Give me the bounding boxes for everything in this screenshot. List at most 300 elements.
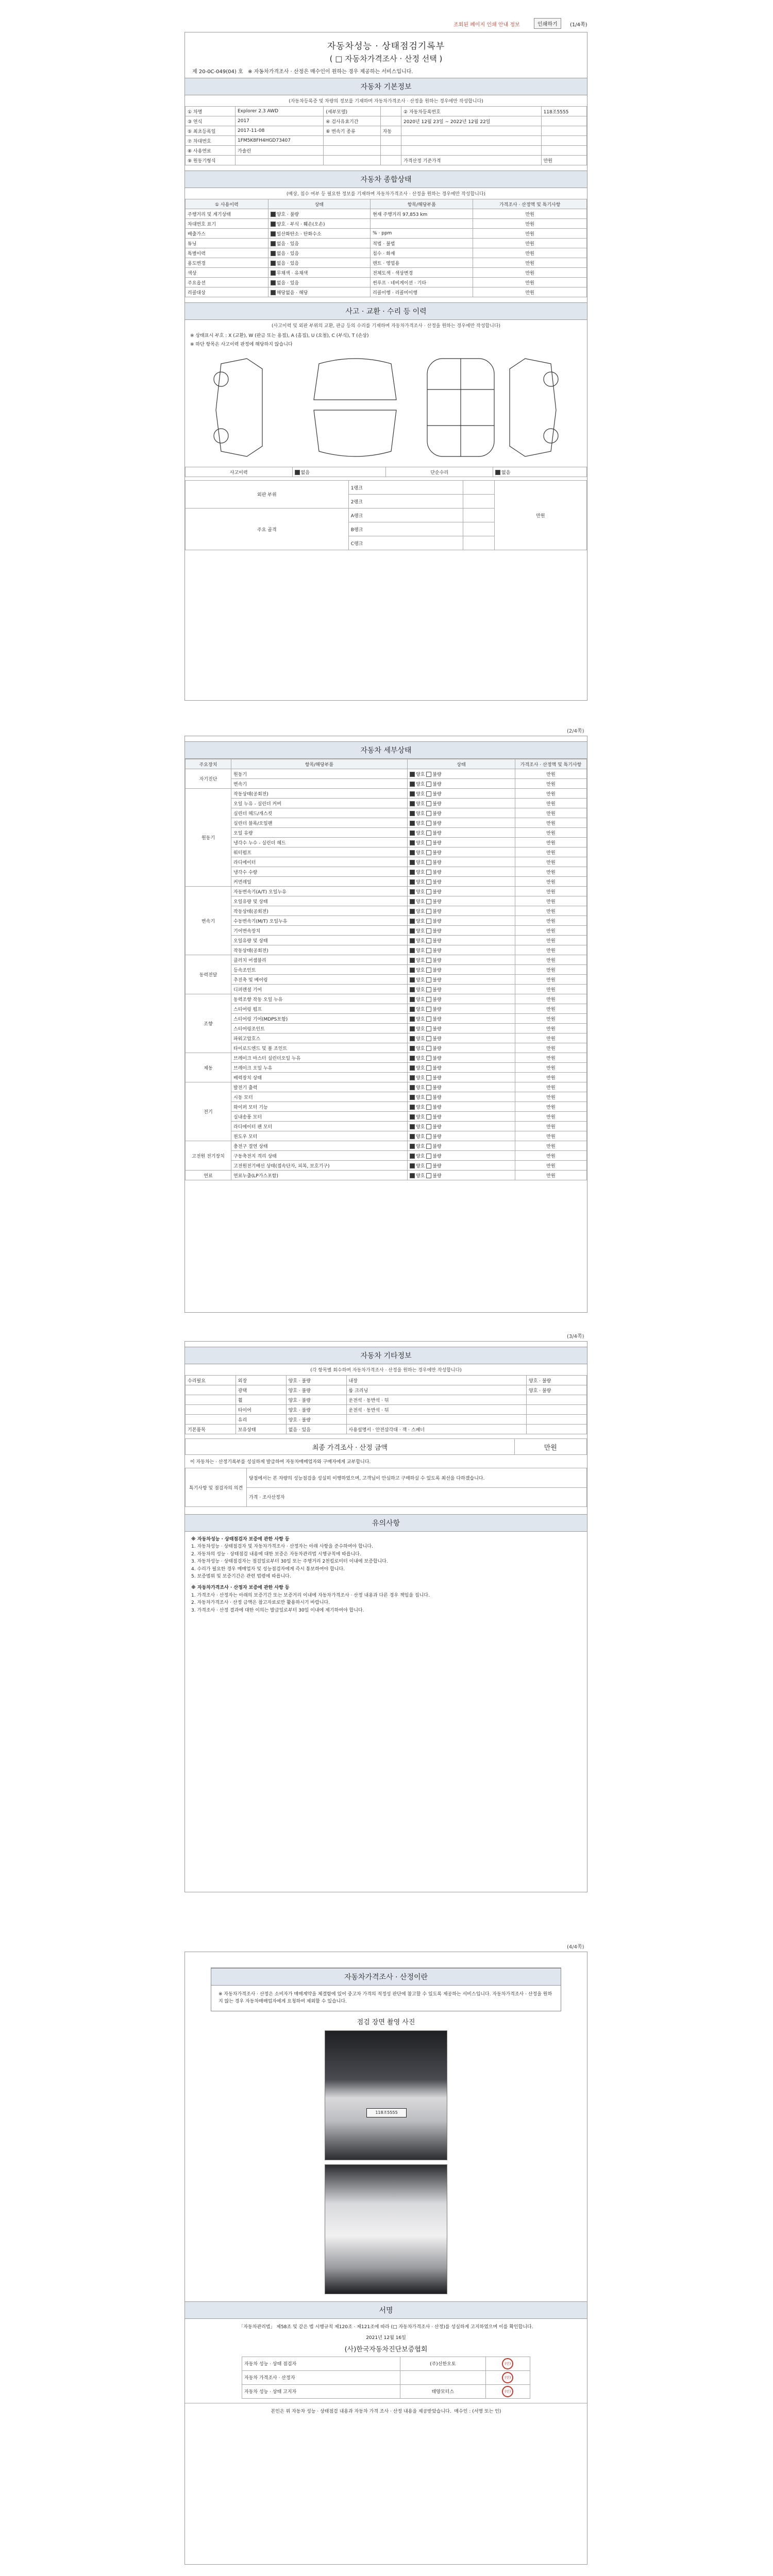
- status-good-text: 양호: [416, 860, 425, 866]
- rank-table: [185, 480, 587, 550]
- checkbox[interactable]: [410, 1016, 415, 1022]
- detail-item: 라디에이터 팬 모터: [231, 1122, 408, 1131]
- checkbox[interactable]: [426, 977, 431, 982]
- etc-cell: [527, 1405, 587, 1415]
- basic-cell: [401, 136, 542, 146]
- detail-status: [408, 818, 515, 828]
- status-good-text: 양호: [416, 1114, 425, 1120]
- checkbox[interactable]: [271, 212, 276, 217]
- detail-status: [408, 1043, 515, 1053]
- doc-notice: ※ 자동차가격조사 · 산정은 매수인이 원하는 경우 제공하는 서비스입니다.: [248, 69, 413, 75]
- detail-row: [186, 1053, 587, 1063]
- detail-row: [186, 1141, 587, 1151]
- checkbox[interactable]: [271, 222, 276, 227]
- etc-cell: 광택: [236, 1385, 286, 1395]
- etc-cell: 기본품목: [186, 1425, 236, 1434]
- checkbox[interactable]: [426, 801, 431, 806]
- status-good-text: 양호: [416, 889, 425, 895]
- car-diagram: [185, 348, 587, 467]
- checkbox[interactable]: [410, 831, 415, 836]
- checkbox[interactable]: [410, 1065, 415, 1071]
- etc-cell: [527, 1425, 587, 1434]
- checkbox[interactable]: [426, 772, 431, 777]
- detail-row: [186, 906, 587, 916]
- inspection-photo-rear: [325, 2164, 447, 2294]
- simple-label: 단순수리: [386, 467, 493, 477]
- checkbox[interactable]: [410, 850, 415, 855]
- checkbox[interactable]: [410, 782, 415, 787]
- basic-cell: ③ 연식: [186, 116, 236, 126]
- basic-cell: [380, 156, 401, 165]
- detail-amount: 만원: [515, 916, 587, 926]
- detail-group: 동력전달: [186, 955, 231, 994]
- etc-cell: 휠: [236, 1395, 286, 1405]
- overall-row: [186, 258, 587, 268]
- overall-row: [186, 278, 587, 287]
- checkbox[interactable]: [410, 1144, 415, 1149]
- etc-cell: [527, 1415, 587, 1425]
- page-4-number: (4/4쪽): [567, 1944, 584, 1950]
- status-good-text: 양호: [416, 821, 425, 826]
- checkbox[interactable]: [410, 791, 415, 796]
- checkbox[interactable]: [426, 1095, 431, 1100]
- detail-row: [186, 1043, 587, 1053]
- basic-cell: [380, 146, 401, 156]
- basic-cell: ⑥ 변속기 종류: [324, 126, 380, 136]
- status-bad-text: 불량: [432, 1134, 442, 1140]
- status-good-text: 양호: [416, 997, 425, 1003]
- status-good-text: 양호: [416, 1046, 425, 1052]
- status-good-text: 양호: [416, 968, 425, 973]
- checkbox[interactable]: [410, 1036, 415, 1041]
- receiver-text: [185, 2403, 587, 2418]
- basic-cell: 가솔린: [236, 146, 324, 156]
- detail-row: [186, 985, 587, 994]
- etc-cell: 운전석 · 동반석 · 뒤: [346, 1405, 527, 1415]
- checkbox[interactable]: [426, 1144, 431, 1149]
- status-good-text: 양호: [416, 928, 425, 934]
- basic-cell: [324, 146, 380, 156]
- consent-text: 이 자동차는 · 산정기록부를 성실하게 발급하여 자동차매매업자와 구매자에게 교부합니다.: [190, 1460, 371, 1465]
- detail-item: 추진축 및 베어링: [231, 975, 408, 985]
- checkbox[interactable]: [426, 1085, 431, 1090]
- detail-amount: 만원: [515, 1073, 587, 1082]
- etc-cell: [186, 1395, 236, 1405]
- checkbox[interactable]: [410, 977, 415, 982]
- overall-status-text: 일산화탄소 · 탄화수소: [276, 231, 322, 237]
- overall-amount: 만원: [473, 239, 587, 248]
- checkbox[interactable]: [426, 1163, 431, 1168]
- status-bad-text: 불량: [432, 968, 442, 973]
- checkbox[interactable]: [271, 270, 276, 276]
- detail-status: [408, 1161, 515, 1171]
- checkbox[interactable]: [410, 1075, 415, 1080]
- detail-status: [408, 1014, 515, 1024]
- overall-amount: 만원: [473, 258, 587, 268]
- detail-status: [408, 799, 515, 808]
- checkbox[interactable]: [410, 1154, 415, 1159]
- status-bad-text: 불량: [432, 1026, 442, 1032]
- etc-cell: [186, 1385, 236, 1395]
- detail-col-3: 상태: [408, 759, 515, 769]
- checkbox[interactable]: [410, 811, 415, 816]
- document-title: 자동차성능 · 상태점검기록부: [327, 41, 445, 52]
- detail-row: [186, 848, 587, 857]
- checkbox[interactable]: [410, 1007, 415, 1012]
- detail-status: [408, 1073, 515, 1082]
- detail-status: [408, 1082, 515, 1092]
- detail-status: [408, 1112, 515, 1122]
- checkbox[interactable]: [271, 231, 276, 236]
- checkbox[interactable]: [410, 987, 415, 992]
- checkbox[interactable]: [410, 1056, 415, 1061]
- detail-heading: 자동차 세부상태: [185, 741, 587, 759]
- basic-row: [186, 116, 587, 126]
- detail-item: 실내송풍 모터: [231, 1112, 408, 1122]
- overall-table: [185, 199, 587, 297]
- checkbox[interactable]: [410, 1114, 415, 1120]
- checkbox[interactable]: [410, 997, 415, 1002]
- checkbox[interactable]: [426, 1154, 431, 1159]
- basic-cell: ⑤ 최초등록일: [186, 126, 236, 136]
- overall-detail: 전체도색 · 색상변경: [371, 268, 473, 278]
- detail-item: 오일 누유 - 실린더 커버: [231, 799, 408, 808]
- status-good-text: 양호: [416, 1173, 425, 1179]
- final-price-label: 최종 가격조사 · 산정 금액: [186, 1439, 515, 1455]
- checkbox[interactable]: [410, 1173, 415, 1178]
- checkbox[interactable]: [426, 938, 431, 943]
- checkbox[interactable]: [410, 1105, 415, 1110]
- overall-col-4: 가격조사 · 산정액 및 특기사항: [473, 199, 587, 209]
- detail-status: [408, 877, 515, 887]
- detail-item: 스티어링 펌프: [231, 1004, 408, 1014]
- checkbox[interactable]: [410, 1095, 415, 1100]
- overall-status: [268, 239, 370, 248]
- checkbox[interactable]: [410, 1085, 415, 1090]
- checkbox[interactable]: [426, 879, 431, 885]
- print-button[interactable]: 인쇄하기: [534, 18, 561, 29]
- checkbox[interactable]: [410, 801, 415, 806]
- number-label: 제: [192, 69, 197, 75]
- checkbox[interactable]: [426, 958, 431, 963]
- status-good-text: 양호: [416, 1134, 425, 1140]
- checkbox[interactable]: [410, 958, 415, 963]
- caution-title-1: ※ 자동차성능 · 상태점검자 보증에 관한 사항 등: [191, 1537, 290, 1542]
- inspection-photo-front: [325, 2030, 447, 2160]
- checkbox[interactable]: [271, 290, 276, 295]
- simple-value: 없음: [493, 467, 587, 477]
- overall-row: [186, 229, 587, 239]
- status-bad-text: 불량: [432, 1114, 442, 1120]
- status-bad-text: 불량: [432, 1036, 442, 1042]
- checkbox[interactable]: [426, 821, 431, 826]
- detail-amount: 만원: [515, 799, 587, 808]
- checkbox[interactable]: [410, 919, 415, 924]
- checkbox[interactable]: [410, 1163, 415, 1168]
- detail-status: [408, 1122, 515, 1131]
- detail-status: [408, 1131, 515, 1141]
- detail-row: [186, 769, 587, 779]
- page-2-number: (2/4쪽): [567, 728, 584, 734]
- page-4: [184, 1952, 587, 2565]
- detail-status: [408, 887, 515, 896]
- checkbox[interactable]: [410, 821, 415, 826]
- detail-amount: 만원: [515, 1043, 587, 1053]
- signer-seal: [485, 2370, 530, 2384]
- checkbox[interactable]: [426, 870, 431, 875]
- checkbox[interactable]: [426, 1046, 431, 1051]
- detail-row: [186, 799, 587, 808]
- checkbox[interactable]: [426, 987, 431, 992]
- status-bad-text: 불량: [432, 909, 442, 914]
- checkbox[interactable]: [426, 811, 431, 816]
- status-good-text: 양호: [416, 899, 425, 905]
- detail-table: [185, 759, 587, 1180]
- checkbox[interactable]: [410, 889, 415, 894]
- checkbox[interactable]: [426, 791, 431, 796]
- detail-amount: 만원: [515, 769, 587, 779]
- detail-status: [408, 906, 515, 916]
- status-bad-text: 불량: [432, 801, 442, 807]
- status-bad-text: 불량: [432, 1085, 442, 1091]
- etc-cell: 보유상태: [236, 1425, 286, 1434]
- checkbox[interactable]: [426, 831, 431, 836]
- detail-item: 타이로드엔드 및 볼 조인트: [231, 1043, 408, 1053]
- detail-row: [186, 1131, 587, 1141]
- caution-item2-3: 3. 가격조사 · 산정 결과에 대한 이의는 발급일로부터 30일 이내에 제기하여야 합니다.: [191, 1607, 364, 1613]
- detail-row: [186, 896, 587, 906]
- final-price-amount: 만원: [514, 1439, 586, 1455]
- basic-cell: ② 자동차등록번호: [401, 107, 542, 116]
- basic-cell: [541, 136, 586, 146]
- basic-row: [186, 156, 587, 165]
- status-bad-text: 불량: [432, 948, 442, 954]
- print-info-link[interactable]: 조회된 페이지 인쇄 안내 정보: [453, 22, 520, 28]
- detail-row: [186, 1024, 587, 1033]
- checkbox[interactable]: [426, 928, 431, 934]
- checkbox[interactable]: [426, 899, 431, 904]
- status-good-text: 양호: [416, 1007, 425, 1012]
- detail-row: [186, 877, 587, 887]
- checkbox[interactable]: [410, 909, 415, 914]
- checkbox[interactable]: [426, 919, 431, 924]
- detail-amount: 만원: [515, 848, 587, 857]
- outer-label: 외판 부위: [186, 481, 349, 509]
- accident-legend-2: ※ 하단 항목은 사고이력 판정에 해당하지 않습니다: [190, 342, 293, 347]
- basic-cell: 가격산정 기준가격: [401, 156, 542, 165]
- detail-status: [408, 896, 515, 906]
- status-good-text: 양호: [416, 948, 425, 954]
- overall-amount: 만원: [473, 209, 587, 219]
- checkbox[interactable]: [426, 840, 431, 845]
- etc-cell: 양호 · 불량: [527, 1376, 587, 1385]
- etc-cell: 양호 · 불량: [527, 1385, 587, 1395]
- status-good-text: 양호: [416, 1163, 425, 1169]
- detail-status: [408, 808, 515, 818]
- etc-row: [186, 1395, 587, 1405]
- caution-item2-1: 1. 가격조사 · 산정자는 아래의 보증기간 또는 보증거리 이내에 자동차가격조사 · 산정 내용과 다른 경우 책임을 집니다.: [191, 1592, 430, 1598]
- checkbox[interactable]: [271, 261, 276, 266]
- overall-status: [268, 229, 370, 239]
- detail-row: [186, 857, 587, 867]
- basic-cell: [380, 116, 401, 126]
- etc-cell: 운전석 · 동반석 · 뒤: [346, 1395, 527, 1405]
- detail-amount: 만원: [515, 1063, 587, 1073]
- checkbox[interactable]: [410, 860, 415, 865]
- detail-item: 작동상태(공회전): [231, 789, 408, 799]
- checkbox[interactable]: [426, 1036, 431, 1041]
- detail-item: 커먼레일: [231, 877, 408, 887]
- checkbox[interactable]: [426, 948, 431, 953]
- status-bad-text: 불량: [432, 791, 442, 797]
- checkbox[interactable]: [426, 1124, 431, 1129]
- detail-status: [408, 945, 515, 955]
- detail-group: 자기진단: [186, 769, 231, 789]
- checkbox[interactable]: [426, 1007, 431, 1012]
- overall-col-3: 항목/해당부품: [371, 199, 473, 209]
- status-bad-text: 불량: [432, 1056, 442, 1061]
- rank-amount: 만원: [494, 481, 586, 550]
- status-bad-text: 불량: [432, 1007, 442, 1012]
- status-bad-text: 불량: [432, 1046, 442, 1052]
- checkbox[interactable]: [426, 1105, 431, 1110]
- detail-amount: 만원: [515, 965, 587, 975]
- detail-row: [186, 1161, 587, 1171]
- detail-row: [186, 838, 587, 848]
- checkbox[interactable]: [410, 1046, 415, 1051]
- checkbox[interactable]: [426, 1114, 431, 1120]
- overall-status: [268, 219, 370, 229]
- caution-item-2: 2. 자동차의 성능 · 상태점검 내용에 대한 보증은 자동차관리법 시행규칙에 따릅니다.: [191, 1551, 361, 1557]
- checkbox[interactable]: [410, 1124, 415, 1129]
- sign-company: (사)한국자동차진단보증협회: [344, 2345, 428, 2353]
- status-good-text: 양호: [416, 1154, 425, 1159]
- checkbox[interactable]: [426, 850, 431, 855]
- detail-item: 파워고압호스: [231, 1033, 408, 1043]
- basic-cell: ① 차명: [186, 107, 236, 116]
- detail-row: [186, 936, 587, 945]
- detail-amount: 만원: [515, 789, 587, 799]
- checkbox[interactable]: [271, 280, 276, 285]
- checkbox[interactable]: [426, 782, 431, 787]
- checkbox[interactable]: [426, 1056, 431, 1061]
- detail-group: 변속기: [186, 887, 231, 955]
- overall-item: 색상: [186, 268, 268, 278]
- overall-item: 용도변경: [186, 258, 268, 268]
- detail-row: [186, 808, 587, 818]
- overall-detail: [371, 219, 473, 229]
- overall-status-text: 없음 · 있음: [276, 280, 299, 286]
- checkbox[interactable]: [426, 1026, 431, 1031]
- status-good-text: 양호: [416, 870, 425, 875]
- checkbox[interactable]: [426, 860, 431, 865]
- checkbox[interactable]: [426, 1065, 431, 1071]
- etc-row: [186, 1405, 587, 1415]
- detail-col-4: 가격조사 · 산정액 및 특기사항: [515, 759, 587, 769]
- detail-amount: 만원: [515, 887, 587, 896]
- checkbox[interactable]: [410, 899, 415, 904]
- detail-amount: 만원: [515, 1024, 587, 1033]
- checkbox[interactable]: [271, 241, 276, 246]
- detail-item: 고전원전기배선 상태(접속단자, 피복, 보호기구): [231, 1161, 408, 1171]
- checkbox[interactable]: [426, 1173, 431, 1178]
- page-1: [184, 32, 587, 701]
- detail-row: [186, 1102, 587, 1112]
- status-good-text: 양호: [416, 801, 425, 807]
- caution-item-1: 1. 자동차성능 · 상태점검자 및 자동차가격조사 · 산정자는 아래 사항을 준수하여야 합니다.: [191, 1544, 373, 1550]
- status-good-text: 양호: [416, 958, 425, 963]
- checkbox[interactable]: [426, 1075, 431, 1080]
- detail-item: 와이퍼 모터 기능: [231, 1102, 408, 1112]
- status-good-text: 양호: [416, 977, 425, 983]
- overall-col-2: 상태: [268, 199, 370, 209]
- detail-amount: 만원: [515, 857, 587, 867]
- checkbox[interactable]: [410, 938, 415, 943]
- detail-status: [408, 779, 515, 789]
- checkbox[interactable]: [426, 909, 431, 914]
- checkbox[interactable]: [410, 1134, 415, 1139]
- detail-group: 고전원 전기장치: [186, 1141, 231, 1171]
- detail-amount: 만원: [515, 994, 587, 1004]
- checkbox[interactable]: [410, 968, 415, 973]
- etc-cell: [186, 1405, 236, 1415]
- detail-item: 수동변속기(M/T) 오일누유: [231, 916, 408, 926]
- signer-name: 태양모터스: [400, 2384, 485, 2398]
- detail-amount: 만원: [515, 779, 587, 789]
- status-bad-text: 불량: [432, 997, 442, 1003]
- checkbox[interactable]: [426, 889, 431, 894]
- checkbox[interactable]: [410, 870, 415, 875]
- detail-item: 워터펌프: [231, 848, 408, 857]
- detail-item: 배력장치 상태: [231, 1073, 408, 1082]
- detail-amount: 만원: [515, 1014, 587, 1024]
- overall-heading: 자동차 종합상태: [185, 171, 587, 188]
- status-good-text: 양호: [416, 938, 425, 944]
- checkbox[interactable]: [410, 840, 415, 845]
- basic-info-table: [185, 106, 587, 165]
- checkbox[interactable]: [410, 1026, 415, 1031]
- status-bad-text: 불량: [432, 772, 442, 777]
- wheel-rear-right: [544, 429, 558, 443]
- status-good-text: 양호: [416, 1026, 425, 1032]
- checkbox[interactable]: [426, 968, 431, 973]
- overall-amount: 만원: [473, 248, 587, 258]
- checkbox[interactable]: [426, 1134, 431, 1139]
- detail-row: [186, 926, 587, 936]
- detail-row: [186, 1092, 587, 1102]
- overall-row: [186, 268, 587, 278]
- detail-item: 스티어링조인트: [231, 1024, 408, 1033]
- checkbox[interactable]: [426, 997, 431, 1002]
- checkbox[interactable]: [410, 772, 415, 777]
- overall-detail: 침수 · 화재: [371, 248, 473, 258]
- receiver-statement: 본인은 위 자동차 성능 · 상태점검 내용과 자동차 가격 조사 · 산정 내용을 제공받았습니다.: [271, 2409, 451, 2414]
- detail-status: [408, 1004, 515, 1014]
- checkbox[interactable]: [271, 251, 276, 256]
- checkbox[interactable]: [410, 928, 415, 934]
- detail-amount: 만원: [515, 838, 587, 848]
- detail-status: [408, 1151, 515, 1161]
- checkbox[interactable]: [410, 879, 415, 885]
- sign-text: 「자동차관리법」 제58조 및 같은 법 시행규칙 제120조 · 제121조에 따라 (□ 자동차가격조사 · 산정)를 성실하게 고지하였으며 이를 확인합니다.: [239, 2324, 533, 2330]
- status-bad-text: 불량: [432, 919, 442, 924]
- checkbox[interactable]: [410, 948, 415, 953]
- detail-amount: 만원: [515, 1053, 587, 1063]
- detail-item: 브레이크 마스터 실린더오일 누유: [231, 1053, 408, 1063]
- checkbox[interactable]: [426, 1016, 431, 1022]
- status-bad-text: 불량: [432, 928, 442, 934]
- status-bad-text: 불량: [432, 899, 442, 905]
